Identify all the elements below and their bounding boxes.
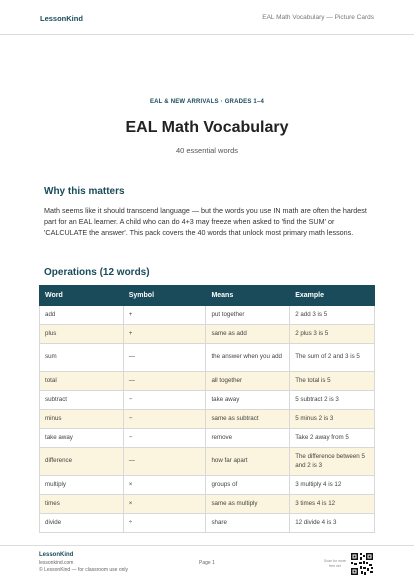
column-header-example: Example	[290, 286, 375, 306]
table-row	[40, 476, 375, 495]
page-title: EAL Math Vocabulary	[125, 119, 289, 136]
qr-caption: Scan for more free set	[324, 559, 346, 568]
table-row	[40, 325, 375, 344]
why-heading: Why this matters	[44, 186, 125, 197]
page-header	[0, 0, 414, 35]
footer-website: lessonkind.com	[39, 560, 74, 566]
cell-symbol: —	[123, 448, 206, 476]
cell-means: how far apart	[206, 448, 290, 476]
table-row	[40, 410, 375, 429]
cell-example: The sum of 2 and 3 is 5	[290, 344, 375, 372]
cell-symbol: +	[123, 306, 206, 325]
cell-word: take away	[40, 429, 124, 448]
cell-example: 2 add 3 is 5	[290, 306, 375, 325]
cell-symbol: ÷	[123, 514, 206, 533]
cell-word: divide	[40, 514, 124, 533]
cell-means: same as add	[206, 325, 290, 344]
cell-word: multiply	[40, 476, 124, 495]
cell-example: 12 divide 4 is 3	[290, 514, 375, 533]
cell-word: subtract	[40, 391, 124, 410]
page-number: Page 1	[199, 560, 215, 566]
cell-example: 3 times 4 is 12	[290, 495, 375, 514]
cell-symbol: −	[123, 429, 206, 448]
cell-example: 5 minus 2 is 3	[290, 410, 375, 429]
cell-word: times	[40, 495, 124, 514]
table-row	[40, 344, 375, 372]
table-row	[40, 391, 375, 410]
cell-means: all together	[206, 372, 290, 391]
table-row	[40, 306, 375, 325]
cell-means: groups of	[206, 476, 290, 495]
cell-word: sum	[40, 344, 124, 372]
qr-code-icon	[350, 552, 374, 576]
audience-kicker: EAL & NEW ARRIVALS · GRADES 1–4	[149, 99, 265, 105]
cell-symbol: +	[123, 325, 206, 344]
cell-means: put together	[206, 306, 290, 325]
table-row	[40, 514, 375, 533]
cell-symbol: ×	[123, 476, 206, 495]
cell-means: the answer when you add	[206, 344, 290, 372]
operations-heading: Operations (12 words)	[44, 267, 150, 278]
page-footer	[0, 545, 414, 586]
cell-word: minus	[40, 410, 124, 429]
footer-brand: LessonKind	[39, 552, 74, 558]
cell-means: same as subtract	[206, 410, 290, 429]
cell-symbol: ×	[123, 495, 206, 514]
column-header-word: Word	[40, 286, 124, 306]
table-header-row	[40, 286, 375, 306]
page-subtitle: 40 essential words	[175, 146, 239, 155]
cell-word: add	[40, 306, 124, 325]
table-row	[40, 448, 375, 476]
column-header-symbol: Symbol	[123, 286, 206, 306]
cell-means: remove	[206, 429, 290, 448]
cell-means: same as multiply	[206, 495, 290, 514]
cell-symbol: −	[123, 410, 206, 429]
cell-example: The total is 5	[290, 372, 375, 391]
header-brand: LessonKind	[40, 14, 83, 23]
header-document-title: EAL Math Vocabulary — Picture Cards	[262, 14, 374, 21]
cell-word: total	[40, 372, 124, 391]
column-header-means: Means	[206, 286, 290, 306]
why-paragraph: Math seems like it should transcend language — but the words you use IN math are often the hardest part for an EAL learner. A child who can do 4+3 may freeze when asked to 'find the SUM' or 'CALCULATE the answer'. This pack covers the 40 words that unlock most primary math lessons.	[44, 206, 367, 238]
cell-means: share	[206, 514, 290, 533]
table-row	[40, 495, 375, 514]
cell-example: 2 plus 3 is 5	[290, 325, 375, 344]
cell-symbol: —	[123, 372, 206, 391]
cell-word: difference	[40, 448, 124, 476]
cell-example: Take 2 away from 5	[290, 429, 375, 448]
cell-word: plus	[40, 325, 124, 344]
cell-example: 5 subtract 2 is 3	[290, 391, 375, 410]
operations-table	[39, 285, 375, 533]
table-row	[40, 372, 375, 391]
footer-copyright: © LessonKind — for classroom use only	[39, 567, 129, 573]
cell-symbol: —	[123, 344, 206, 372]
cell-example: 3 multiply 4 is 12	[290, 476, 375, 495]
cell-means: take away	[206, 391, 290, 410]
cell-symbol: −	[123, 391, 206, 410]
cell-example: The difference between 5 and 2 is 3	[290, 448, 375, 476]
table-row	[40, 429, 375, 448]
